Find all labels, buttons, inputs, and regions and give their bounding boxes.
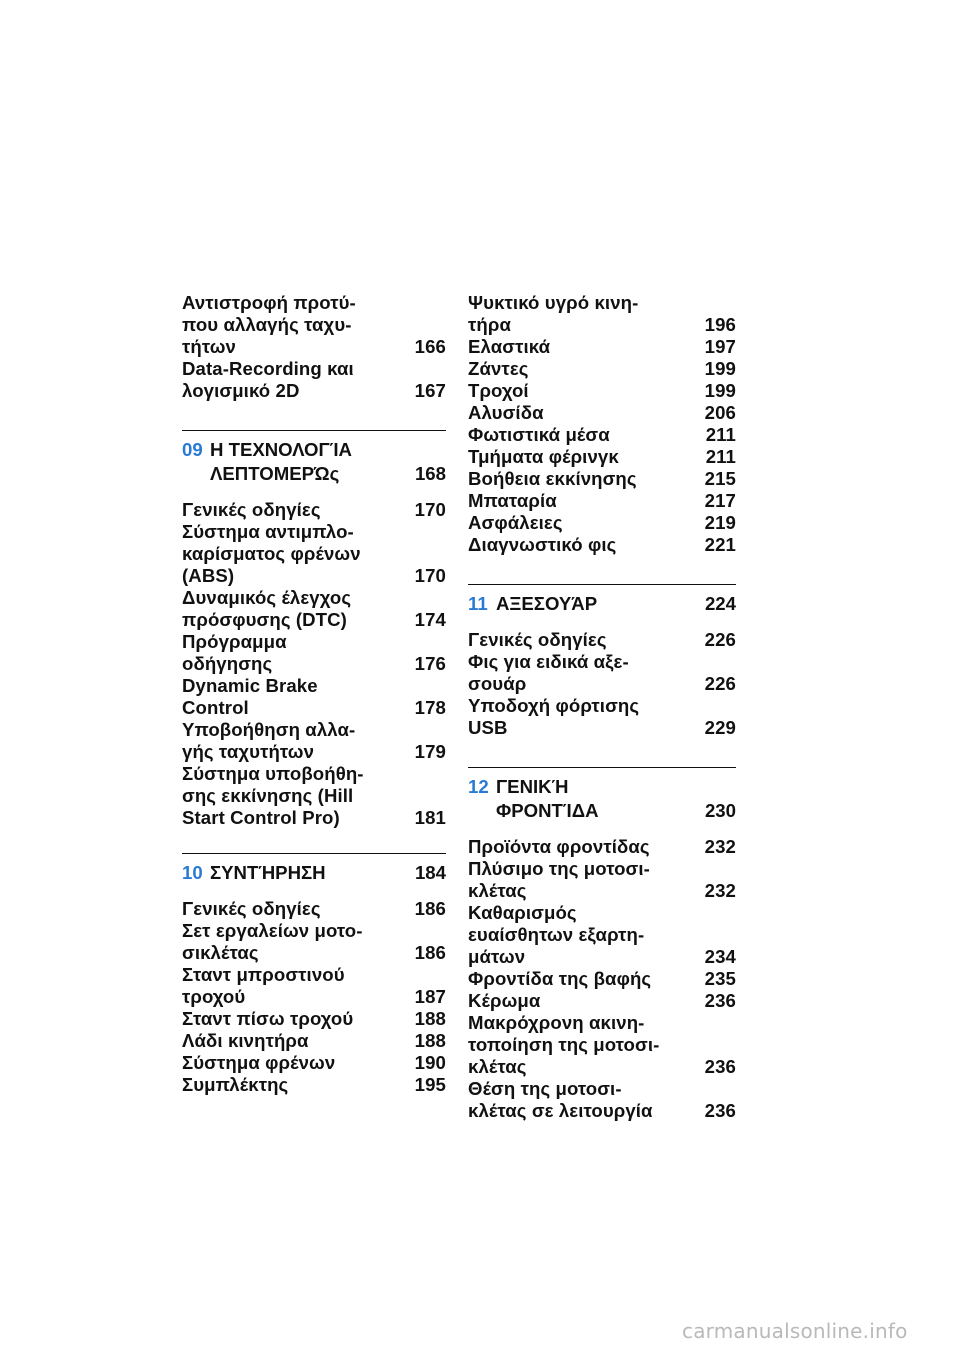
page-number: 168	[414, 463, 446, 484]
entry-text: Σύστημα αντιμπλο-	[182, 521, 354, 542]
entry-text: Θέση της μοτοσι-	[468, 1078, 622, 1099]
page-number: 226	[704, 629, 736, 650]
entry-text: Dynamic Brake	[182, 675, 318, 696]
page-number: 211	[705, 446, 736, 467]
page-number: 166	[414, 336, 446, 357]
chapter-11-heading[interactable]	[468, 584, 736, 615]
chapter-number: 11	[468, 593, 488, 614]
entry-text: τροχού	[182, 986, 246, 1007]
toc-entry[interactable]	[468, 968, 736, 990]
toc-group	[468, 836, 736, 1122]
entry-text: μάτων	[468, 946, 526, 967]
page-number: 219	[704, 512, 736, 533]
toc-entry[interactable]	[468, 490, 736, 512]
toc-left-column	[182, 292, 446, 1096]
toc-entry[interactable]	[182, 719, 446, 763]
toc-entry[interactable]	[182, 1052, 446, 1074]
entry-text: Σταντ πίσω τροχού	[182, 1008, 354, 1029]
entry-text: σουάρ	[468, 673, 527, 694]
entry-text: Γενικές οδηγίες	[182, 499, 321, 520]
entry-text: γής ταχυτήτων	[182, 741, 315, 762]
entry-text: σικλέτας	[182, 942, 259, 963]
page-number: 190	[414, 1052, 446, 1073]
entry-text: που αλλαγής ταχυ-	[182, 314, 352, 335]
entry-text: Start Control Pro)	[182, 807, 340, 828]
toc-entry[interactable]	[468, 336, 736, 358]
toc-right-column	[468, 292, 736, 1122]
entry-text: Σετ εργαλείων μοτο-	[182, 920, 363, 941]
entry-text: Γενικές οδηγίες	[468, 629, 607, 650]
toc-group	[182, 292, 446, 402]
toc-entry[interactable]	[468, 358, 736, 380]
toc-entry[interactable]	[468, 836, 736, 858]
entry-text: Υποδοχή φόρτισης	[468, 695, 640, 716]
page-number: 199	[704, 380, 736, 401]
toc-entry[interactable]	[182, 292, 446, 358]
page-number: 179	[414, 741, 446, 762]
toc-entry[interactable]	[182, 499, 446, 521]
entry-text: τήρα	[468, 314, 511, 335]
page-number: 232	[704, 836, 736, 857]
entry-text: Αλυσίδα	[468, 402, 544, 423]
toc-entry[interactable]	[182, 587, 446, 631]
entry-text: τοποίηση της μοτοσι-	[468, 1034, 660, 1055]
chapter-10-heading[interactable]	[182, 853, 446, 884]
toc-entry[interactable]	[468, 292, 736, 336]
entry-text: Φις για ειδικά αξε-	[468, 651, 629, 672]
toc-entry[interactable]	[182, 631, 446, 675]
toc-group	[182, 499, 446, 829]
page-number: 199	[704, 358, 736, 379]
toc-entry[interactable]	[468, 534, 736, 556]
chapter-title: ΣΥΝΤΉΡΗΣΗ	[210, 862, 326, 883]
chapter-title: ΓΕΝΙΚΉ	[496, 776, 569, 797]
toc-group	[468, 629, 736, 739]
entry-text: σης εκκίνησης (Hill	[182, 785, 354, 806]
toc-entry[interactable]	[182, 1074, 446, 1096]
chapter-number: 12	[468, 776, 489, 797]
toc-entry[interactable]	[182, 920, 446, 964]
entry-text: USB	[468, 717, 508, 738]
entry-text: κλέτας	[468, 880, 527, 901]
entry-text: Πλύσιμο της μοτοσι-	[468, 858, 650, 879]
page-number: 234	[704, 946, 736, 967]
page-number: 197	[704, 336, 736, 357]
entry-text: Διαγνωστικό φις	[468, 534, 617, 555]
entry-text: Ελαστικά	[468, 336, 551, 357]
toc-entry[interactable]	[182, 898, 446, 920]
entry-text: Σύστημα υποβοήθη-	[182, 763, 364, 784]
entry-text: Ασφάλειες	[468, 512, 563, 533]
entry-text: Ζάντες	[468, 358, 529, 379]
page-number: 188	[414, 1008, 446, 1029]
toc-entry[interactable]	[182, 1008, 446, 1030]
toc-entry[interactable]	[468, 512, 736, 534]
entry-text: Αντιστροφή προτύ-	[182, 292, 356, 313]
entry-text: κλέτας	[468, 1056, 527, 1077]
page-number: 211	[705, 424, 736, 445]
chapter-title-continued: ΛΕΠΤΟΜΕΡΏς	[210, 463, 340, 484]
toc-entry[interactable]	[182, 763, 446, 829]
toc-entry[interactable]	[468, 651, 736, 695]
entry-text: Σύστημα φρένων	[182, 1052, 336, 1073]
entry-text: ευαίσθητων εξαρτη-	[468, 924, 645, 945]
page-number: 236	[704, 1100, 736, 1121]
toc-entry[interactable]	[468, 858, 736, 902]
toc-entry[interactable]	[182, 521, 446, 587]
toc-entry[interactable]	[182, 1030, 446, 1052]
chapter-title: Η ΤΕΧΝΟΛΟΓΊΑ	[210, 439, 352, 460]
entry-text: Φωτιστικά μέσα	[468, 424, 610, 445]
toc-entry[interactable]	[182, 964, 446, 1008]
toc-entry[interactable]	[468, 402, 736, 424]
page-number: 206	[704, 402, 736, 423]
entry-text: καρίσματος φρένων	[182, 543, 361, 564]
page-number: 170	[414, 499, 446, 520]
page-number: 236	[704, 1056, 736, 1077]
chapter-number: 09	[182, 439, 203, 460]
page-number: 188	[414, 1030, 446, 1051]
page-number: 167	[414, 380, 446, 401]
entry-text: Κέρωμα	[468, 990, 541, 1011]
entry-text: λογισμικό 2D	[182, 380, 300, 401]
entry-text: Προϊόντα φροντίδας	[468, 836, 650, 857]
toc-entry[interactable]	[468, 1012, 736, 1078]
toc-group	[468, 292, 736, 556]
chapter-09-heading[interactable]	[182, 430, 446, 485]
chapter-title-continued: ΦΡΟΝΤΊΔΑ	[496, 800, 599, 821]
page-number: 232	[704, 880, 736, 901]
entry-text: τήτων	[182, 336, 236, 357]
entry-text: κλέτας σε λειτουργία	[468, 1100, 653, 1121]
page-number: 184	[414, 862, 446, 883]
entry-text: Τροχοί	[468, 380, 529, 401]
entry-text: Λάδι κινητήρα	[182, 1030, 309, 1051]
entry-text: Συμπλέκτης	[182, 1074, 289, 1095]
page-number: 195	[414, 1074, 446, 1095]
entry-text: Σταντ μπροστινού	[182, 964, 345, 985]
toc-entry[interactable]	[182, 675, 446, 719]
entry-text: Μπαταρία	[468, 490, 557, 511]
entry-text: Control	[182, 697, 249, 718]
toc-entry[interactable]	[468, 424, 736, 446]
entry-text: (ABS)	[182, 565, 235, 586]
chapter-number: 10	[182, 862, 203, 883]
page-number: 176	[414, 653, 446, 674]
toc-entry[interactable]	[468, 446, 736, 468]
page-number: 236	[704, 990, 736, 1011]
page-number: 217	[704, 490, 736, 511]
entry-text: Φροντίδα της βαφής	[468, 968, 652, 989]
toc-entry[interactable]	[468, 695, 736, 739]
toc-group	[182, 898, 446, 1096]
page-number: 186	[414, 898, 446, 919]
page-number: 215	[704, 468, 736, 489]
toc-entry[interactable]	[468, 990, 736, 1012]
page-number: 230	[704, 800, 736, 821]
chapter-12-heading[interactable]	[468, 767, 736, 822]
entry-text: Data-Recording και	[182, 358, 354, 379]
page-number: 186	[414, 942, 446, 963]
entry-text: πρόσφυσης (DTC)	[182, 609, 347, 630]
page-number: 178	[414, 697, 446, 718]
page-number: 226	[704, 673, 736, 694]
page-number: 174	[414, 609, 446, 630]
toc-entry[interactable]	[468, 629, 736, 651]
entry-text: Ψυκτικό υγρό κινη-	[468, 292, 639, 313]
entry-text: Δυναμικός έλεγχος	[182, 587, 352, 608]
toc-entry[interactable]	[468, 468, 736, 490]
entry-text: Καθαρισμός	[468, 902, 577, 923]
entry-text: Βοήθεια εκκίνησης	[468, 468, 637, 489]
page-number: 196	[704, 314, 736, 335]
toc-entry[interactable]	[468, 380, 736, 402]
watermark: carmanualsonline.info	[682, 1319, 908, 1343]
toc-entry[interactable]	[182, 358, 446, 402]
page-number: 235	[704, 968, 736, 989]
entry-text: Τμήματα φέρινγκ	[468, 446, 619, 467]
chapter-title: ΑΞΕΣΟΥΆΡ	[496, 593, 598, 614]
entry-text: οδήγησης	[182, 653, 273, 674]
entry-text: Γενικές οδηγίες	[182, 898, 321, 919]
page-number: 224	[704, 593, 736, 614]
page-number: 229	[704, 717, 736, 738]
entry-text: Υποβοήθηση αλλα-	[182, 719, 356, 740]
toc-entry[interactable]	[468, 1078, 736, 1122]
toc-entry[interactable]	[468, 902, 736, 968]
entry-text: Πρόγραμμα	[182, 631, 287, 652]
page-number: 187	[414, 986, 446, 1007]
entry-text: Μακρόχρονη ακινη-	[468, 1012, 645, 1033]
page-number: 181	[414, 807, 446, 828]
page-number: 221	[704, 534, 736, 555]
page-number: 170	[414, 565, 446, 586]
